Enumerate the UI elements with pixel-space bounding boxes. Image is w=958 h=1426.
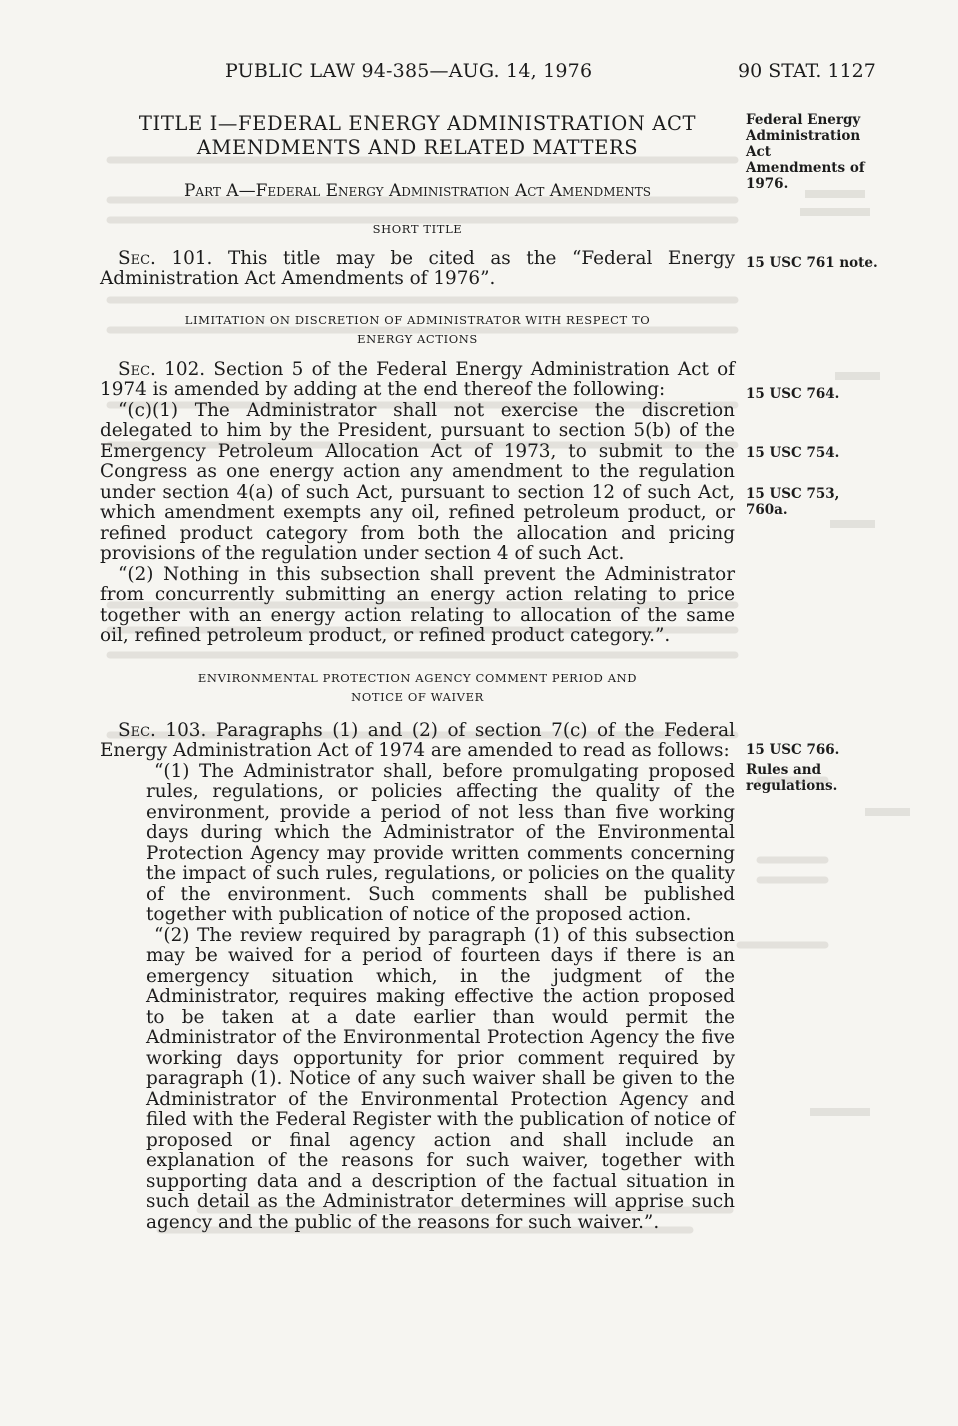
margin-note-15-usc-753: 15 USC 753, 760a.	[746, 486, 840, 518]
section-103-paragraph-1: “(1) The Administrator shall, before promulgating proposed rules, regulations, or policies affecting the quality of the environment, provide a period of not less than five working days during which the Administrator of the Environmental Protection Agency may provide written comments concerning the impact of such rules, regulations, or policies on the quality of the environment. Such comments shall be published together with publication of notice of the proposed action.	[146, 760, 735, 925]
section-103-body	[100, 721, 735, 762]
section-102-body	[100, 360, 735, 401]
section-101-text: 101. This title may be cited as the “Federal Energy Administration Act Amendments of 1976”.	[100, 247, 735, 289]
section-label: Sec.	[118, 247, 156, 269]
margin-note-15-usc-761: 15 USC 761 note.	[746, 255, 878, 271]
margin-note-15-usc-754: 15 USC 754.	[746, 445, 840, 461]
section-102-paragraph-1: “(c)(1) The Administrator shall not exercise the discretion delegated to him by the President, pursuant to section 5(b) of the Emergency Petroleum Allocation Act of 1973, to submit to the Congress as one energy action any amendment to the regulation under section 4(a) of such Act, pursuant to section 12 of such Act, which amendment exempts any oil, refined petroleum product, or refined product category from both the allocation and pricing provisions of the regulation under section 4 of such Act.	[100, 399, 735, 564]
running-header	[0, 60, 958, 90]
section-102-heading-line-2: ENERGY ACTIONS	[357, 331, 478, 346]
section-103-paragraph-2: “(2) The review required by paragraph (1) of this subsection may be waived for a period of fourteen days if there is an emergency situation which, in the judgment of the Administrator, requires making effective the action proposed to be taken at a date earlier than would permit the Administrator of the Environmental Protection Agency the five working days opportunity for prior comment required by paragraph (1). Notice of any such waiver shall be given to the Administrator of the Environmental Protection Agency and filed with the Federal Register with the publication of notice of proposed or final agency action and shall include an explanation of the reasons for such waiver, together with supporting data and a description of the factual situation in such detail as the Administrator determines will apprise such agency and the public of the reasons for such waiver.”.	[146, 924, 735, 1233]
margin-note-15-usc-764: 15 USC 764.	[746, 386, 840, 402]
header-public-law: PUBLIC LAW 94-385—AUG. 14, 1976	[225, 60, 593, 82]
section-103-heading-line-1: ENVIRONMENTAL PROTECTION AGENCY COMMENT PERIOD AND	[197, 670, 638, 685]
section-label: Sec.	[118, 719, 156, 741]
section-102-heading-line-1: LIMITATION ON DISCRETION OF ADMINISTRATOR WITH RESPECT TO	[184, 312, 651, 327]
margin-note-15-usc-766: 15 USC 766.	[746, 742, 840, 758]
title-line-2: AMENDMENTS AND RELATED MATTERS	[196, 136, 639, 159]
title-line-1: TITLE I—FEDERAL ENERGY ADMINISTRATION ACT	[138, 112, 697, 135]
margin-note-act-amendments: Federal Energy Administration Act Amendments of 1976.	[746, 112, 865, 192]
section-101-heading: SHORT TITLE	[372, 221, 463, 236]
section-103-text: 103. Paragraphs (1) and (2) of section 7(c) of the Federal Energy Administration Act of 1974 are amended to read as follows:	[100, 719, 735, 761]
margin-note-rules-regulations: Rules and regulations.	[746, 762, 838, 794]
section-label: Sec.	[118, 358, 156, 380]
part-heading: Part A—Federal Energy Administration Act Amendments	[183, 181, 652, 201]
header-stat-page: 90 STAT. 1127	[738, 60, 876, 82]
section-102-paragraph-2: “(2) Nothing in this subsection shall prevent the Administrator from concurrently submitting an energy action relating to price together with an energy action relating to allocation of the same oil, refined petroleum product, or refined product category.”.	[100, 563, 735, 646]
section-103-heading-line-2: NOTICE OF WAIVER	[351, 689, 484, 704]
main-text-column	[100, 112, 735, 1233]
section-101-body	[100, 249, 735, 290]
section-102-text: 102. Section 5 of the Federal Energy Administration Act of 1974 is amended by adding at the end thereof the following:	[100, 358, 735, 400]
